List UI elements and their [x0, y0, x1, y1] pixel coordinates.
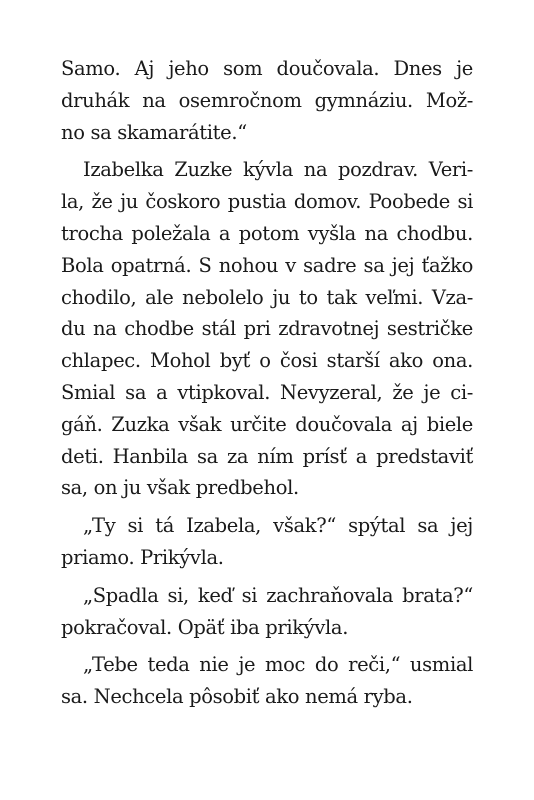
text-line: „Tebe teda nie je moc do reči,“ usmial — [83, 653, 473, 677]
text-line: „Spadla si, keď si zachraňovala brata?“ — [83, 583, 473, 607]
text-line: sa. Nechcela pôsobiť ako nemá ryba. — [61, 685, 413, 709]
text-line: sa, on ju však predbehol. — [61, 476, 299, 500]
text-line: no sa skamarátite.“ — [61, 120, 247, 144]
text-line: deti. Hanbila sa za ním prísť a predstaviť — [61, 444, 473, 468]
text-line: Samo. Aj jeho som doučovala. Dnes je — [61, 57, 473, 80]
paragraph — [61, 510, 473, 574]
text-line: chodilo, ale nebolelo ju to tak veľmi. Vza- — [61, 285, 473, 309]
text-line: Smial sa a vtipkoval. Nevyzeral, že je ci- — [61, 380, 473, 404]
paragraph — [61, 649, 473, 713]
text-line: du na chodbe stál pri zdravotnej sestričke — [61, 317, 473, 341]
text-line: druhák na osemročnom gymnáziu. Mož- — [61, 88, 473, 112]
paragraph — [61, 53, 473, 148]
paragraph — [61, 580, 473, 644]
text-line: „Ty si tá Izabela, však?“ spýtal sa jej — [83, 514, 473, 538]
text-line: chlapec. Mohol byť o čosi starší ako ona. — [61, 349, 473, 373]
text-line: la, že ju čoskoro pustia domov. Poobede si — [61, 190, 473, 214]
text-line: Izabelka Zuzke kývla na pozdrav. Veri- — [83, 158, 473, 182]
paragraph — [61, 154, 473, 504]
text-line: trocha poležala a potom vyšla na chodbu. — [61, 221, 473, 245]
text-line: Bola opatrná. S nohou v sadre sa jej ťažko — [61, 253, 473, 277]
text-line: pokračoval. Opäť iba prikývla. — [61, 615, 349, 639]
book-page-text — [61, 53, 473, 713]
text-line: priamo. Prikývla. — [61, 545, 224, 569]
text-line: gáň. Zuzka však určite doučovala aj biele — [61, 412, 473, 436]
